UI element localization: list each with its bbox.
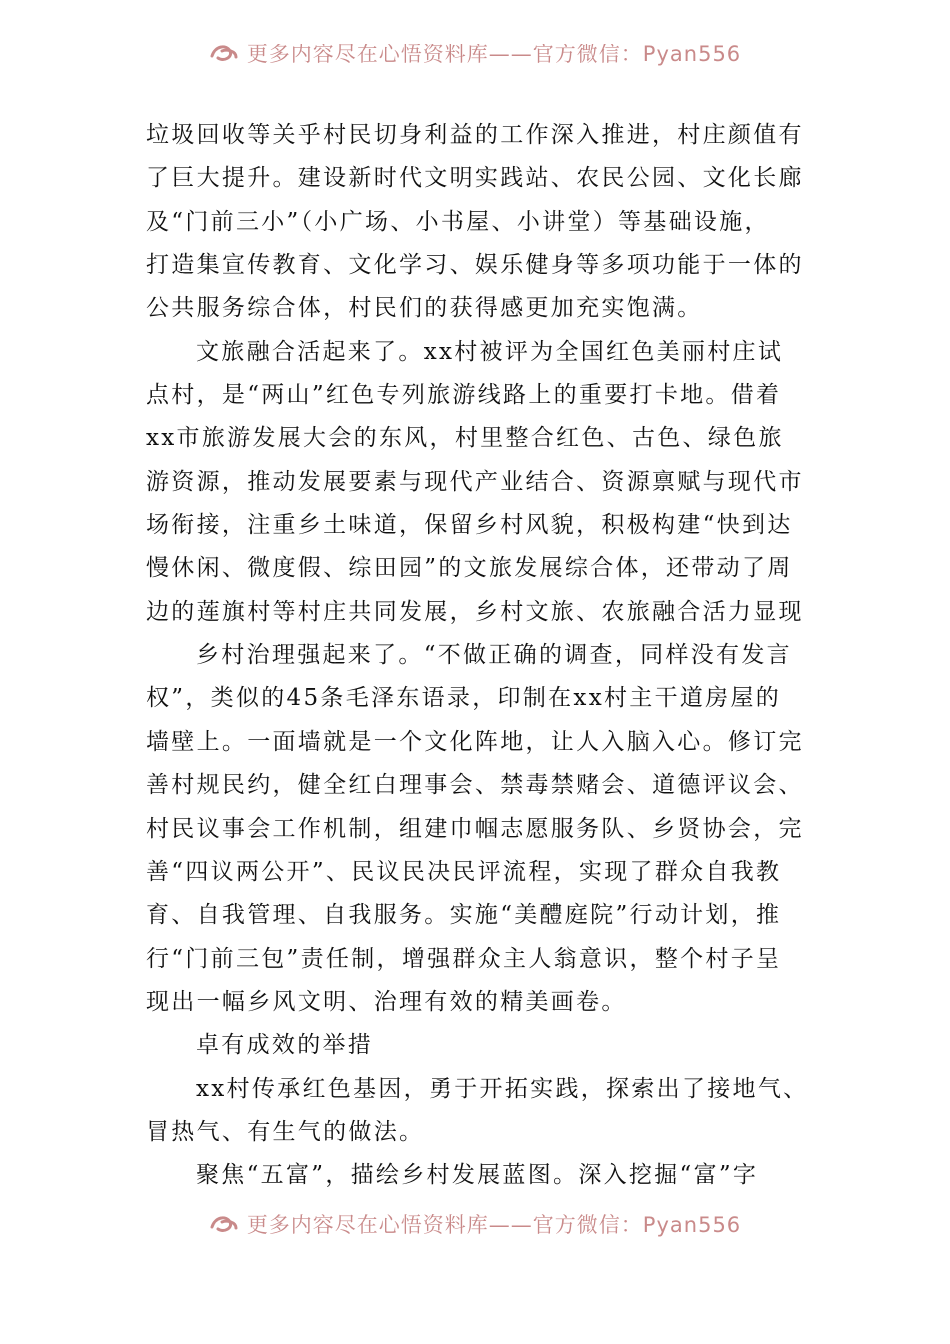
watermark-banner-bottom — [0, 1204, 950, 1240]
text-line: 村民议事会工作机制，组建巾帼志愿服务队、乡贤协会，完 — [146, 815, 804, 842]
paragraph — [146, 1024, 808, 1067]
text-line: 育、自我管理、自我服务。实施“美醴庭院”行动计划，推 — [146, 902, 782, 929]
text-line: xx村传承红色基因，勇于开拓实践，探索出了接地气、 — [196, 1075, 808, 1102]
text-line: 点村，是“两山”红色专列旅游线路上的重要打卡地。借着 — [146, 382, 782, 409]
logo-swirl-icon — [209, 44, 239, 64]
text-line: 打造集宣传教育、文化学习、娱乐健身等多项功能于一体的 — [146, 252, 804, 279]
paragraph — [146, 634, 808, 1024]
text-line: 卓有成效的举措 — [196, 1032, 374, 1059]
text-line: 冒热气、有生气的做法。 — [146, 1118, 425, 1145]
logo-swirl-icon — [209, 1213, 239, 1235]
text-line: 墙壁上。一面墙就是一个文化阵地，让人入脑入心。修订完 — [146, 728, 804, 755]
watermark-banner-top — [0, 44, 950, 80]
text-line: 权”，类似的45条毛泽东语录，印制在xx村主干道房屋的 — [146, 685, 782, 712]
text-line: 聚焦“五富”，描绘乡村发展蓝图。深入挖掘“富”字 — [196, 1162, 759, 1189]
text-line: 慢休闲、微度假、综田园”的文旅发展综合体，还带动了周 — [146, 555, 793, 582]
text-line: 及“门前三小”（小广场、小书屋、小讲堂）等基础设施， — [146, 208, 770, 235]
text-line: 公共服务综合体，村民们的获得感更加充实饱满。 — [146, 295, 703, 322]
watermark-text: 更多内容尽在心悟资料库——官方微信：Pyan556 — [246, 44, 742, 66]
paragraph — [146, 331, 808, 634]
paragraph — [146, 1068, 808, 1155]
text-line: 行“门前三包”责任制，增强群众主人翁意识，整个村子呈 — [146, 945, 782, 972]
text-line: 现出一幅乡风文明、治理有效的精美画卷。 — [146, 988, 627, 1015]
text-line: xx市旅游发展大会的东风，村里整合红色、古色、绿色旅 — [146, 425, 784, 452]
text-line: 善“四议两公开”、民议民决民评流程，实现了群众自我教 — [146, 858, 782, 885]
paragraph — [146, 114, 808, 331]
document-body — [146, 114, 808, 1198]
text-line: 乡村治理强起来了。“不做正确的调查，同样没有发言 — [196, 642, 792, 669]
text-line: 场衔接，注重乡土味道，保留乡村风貌，积极构建“快到达 — [146, 512, 793, 539]
text-line: 边的莲旗村等村庄共同发展，乡村文旅、农旅融合活力显现 — [146, 598, 804, 625]
watermark-text: 更多内容尽在心悟资料库——官方微信：Pyan556 — [246, 1213, 742, 1237]
text-line: 游资源，推动发展要素与现代产业结合、资源禀赋与现代市 — [146, 468, 804, 495]
text-line: 善村规民约，健全红白理事会、禁毒禁赌会、道德评议会、 — [146, 772, 804, 799]
text-line: 了巨大提升。建设新时代文明实践站、农民公园、文化长廊 — [146, 165, 804, 192]
text-line: 文旅融合活起来了。xx村被评为全国红色美丽村庄试 — [196, 338, 784, 365]
text-line: 垃圾回收等关乎村民切身利益的工作深入推进，村庄颜值有 — [146, 122, 804, 148]
paragraph — [146, 1154, 808, 1197]
